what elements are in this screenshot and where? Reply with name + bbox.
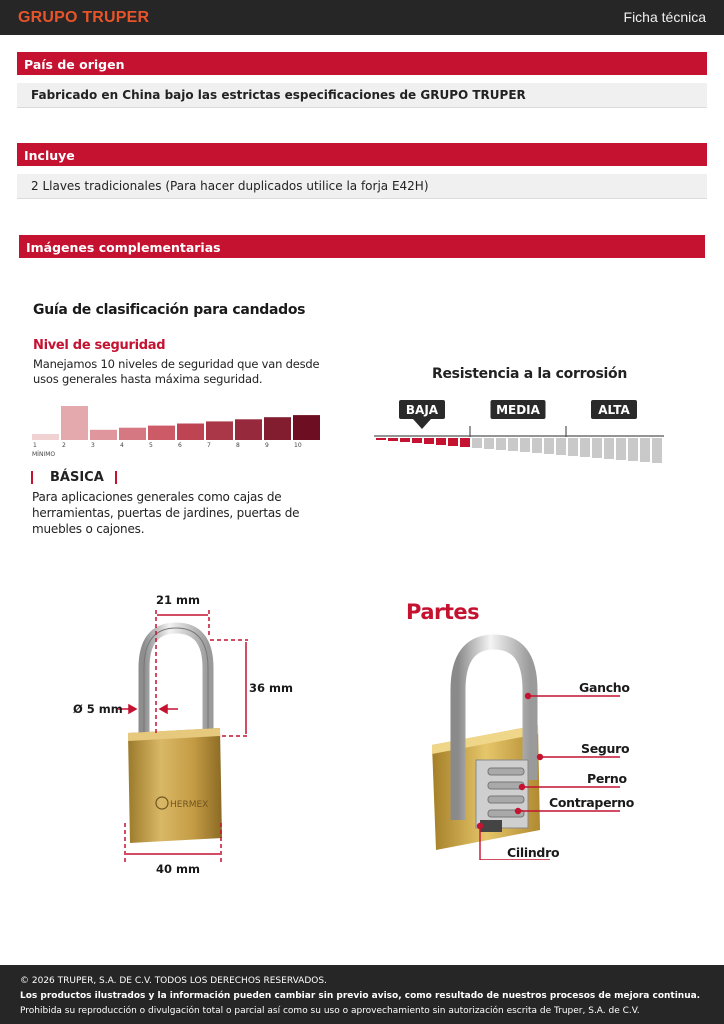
corrosion-scale <box>374 398 666 468</box>
security-level-bar <box>206 421 233 440</box>
shackle-height-label: 36 mm <box>249 681 293 695</box>
corrosion-scale-segment <box>436 438 446 445</box>
corrosion-scale-segment <box>628 438 638 461</box>
corrosion-title: Resistencia a la corrosión <box>432 366 628 382</box>
corrosion-level-label: BAJA <box>405 403 439 417</box>
security-level-chart <box>31 400 321 462</box>
corrosion-scale-segment <box>544 438 554 454</box>
corrosion-scale-segment <box>508 438 518 451</box>
security-level-tick: 3 <box>91 442 95 449</box>
corrosion-level-label: MEDIA <box>496 403 540 417</box>
security-minimum-label: MÍNIMO <box>32 451 56 458</box>
top-bar <box>0 0 724 35</box>
corrosion-scale-segment <box>556 438 566 455</box>
section-includes-title: Incluye <box>17 143 707 166</box>
shackle-width-label: 21 mm <box>156 593 200 607</box>
security-level-bar <box>61 406 88 440</box>
shackle-diameter-label: Ø 5 mm <box>73 702 123 716</box>
part-label-gancho: Gancho <box>579 680 630 695</box>
corrosion-scale-segment <box>580 438 590 457</box>
footer-copyright: © 2026 TRUPER, S.A. DE C.V. TODOS LOS DERECHOS RESERVADOS. <box>20 976 327 986</box>
corrosion-scale-segment <box>424 438 434 444</box>
corrosion-selected-pointer <box>413 419 431 429</box>
corrosion-level-label: ALTA <box>598 403 630 417</box>
footer-notice: Los productos ilustrados y la información pueden cambiar sin previo aviso, como resultado de nuestros procesos de mejora continua. <box>20 991 701 1001</box>
section-images-title: Imágenes complementarias <box>19 235 705 258</box>
padlock-brand-engraving: HERMEX <box>170 800 209 810</box>
part-label-perno: Perno <box>587 771 627 786</box>
security-level-bar <box>32 434 59 440</box>
corrosion-scale-segment <box>568 438 578 456</box>
security-level-bar <box>264 417 291 440</box>
corrosion-scale-segment <box>496 438 506 450</box>
security-level-tick: 5 <box>149 442 153 449</box>
corrosion-scale-segment <box>412 438 422 443</box>
security-level-bar <box>90 430 117 440</box>
corrosion-scale-segment <box>592 438 602 458</box>
security-level-bar <box>119 428 146 440</box>
security-category: BÁSICA <box>50 470 104 485</box>
corrosion-scale-segment <box>484 438 494 449</box>
category-marker-left <box>31 471 33 484</box>
document-type: Ficha técnica <box>623 9 706 25</box>
corrosion-scale-segment <box>616 438 626 460</box>
section-includes-text: 2 Llaves tradicionales (Para hacer duplicados utilice la forja E42H) <box>17 174 707 199</box>
security-level-tick: 8 <box>236 442 240 449</box>
guide-title: Guía de clasificación para candados <box>33 302 306 318</box>
corrosion-scale-segment <box>604 438 614 459</box>
corrosion-scale-segment <box>460 438 470 447</box>
security-level-heading: Nivel de seguridad <box>33 338 166 353</box>
corrosion-scale-segment <box>640 438 650 462</box>
corrosion-scale-segment <box>472 438 482 448</box>
corrosion-scale-segment <box>376 438 386 440</box>
section-origin-title: País de origen <box>17 52 707 75</box>
part-label-cilindro: Cilindro <box>507 845 560 860</box>
security-level-bar <box>293 415 320 440</box>
security-level-tick: 7 <box>207 442 211 449</box>
security-level-bar <box>235 419 262 440</box>
security-level-tick: 6 <box>178 442 182 449</box>
corrosion-scale-segment <box>388 438 398 441</box>
security-level-bar <box>177 424 204 441</box>
security-level-description: Manejamos 10 niveles de seguridad que van desde usos generales hasta máxima seguridad. <box>33 357 320 386</box>
corrosion-scale-segment <box>448 438 458 446</box>
corrosion-scale-segment <box>652 438 662 463</box>
security-level-tick: 1 <box>33 442 37 449</box>
corrosion-scale-segment <box>520 438 530 452</box>
corrosion-scale-segment <box>400 438 410 442</box>
security-level-tick: 9 <box>265 442 269 449</box>
security-level-bar <box>148 426 175 440</box>
category-description: Para aplicaciones generales como cajas de herramientas, puertas de jardines, puertas de muebles o cajones. <box>32 490 300 536</box>
security-level-tick: 4 <box>120 442 124 449</box>
security-level-tick: 2 <box>62 442 66 449</box>
corrosion-scale-segment <box>532 438 542 453</box>
security-level-tick: 10 <box>294 442 302 449</box>
brand-logo: GRUPO TRUPER <box>18 9 150 26</box>
body-width-label: 40 mm <box>156 862 200 876</box>
section-origin-text: Fabricado en China bajo las estrictas especificaciones de GRUPO TRUPER <box>17 83 707 108</box>
category-marker-right <box>115 471 117 484</box>
part-label-seguro: Seguro <box>581 741 630 756</box>
parts-title: Partes <box>406 600 480 624</box>
part-label-contraperno: Contraperno <box>549 795 635 810</box>
footer-prohibition: Prohibida su reproducción o divulgación total o parcial así como su uso o aprovechamiento sin autorización escrita de Truper, S.A. de C.V. <box>20 1006 640 1016</box>
padlock-dimension-drawing <box>60 588 320 883</box>
footer <box>0 965 724 1024</box>
